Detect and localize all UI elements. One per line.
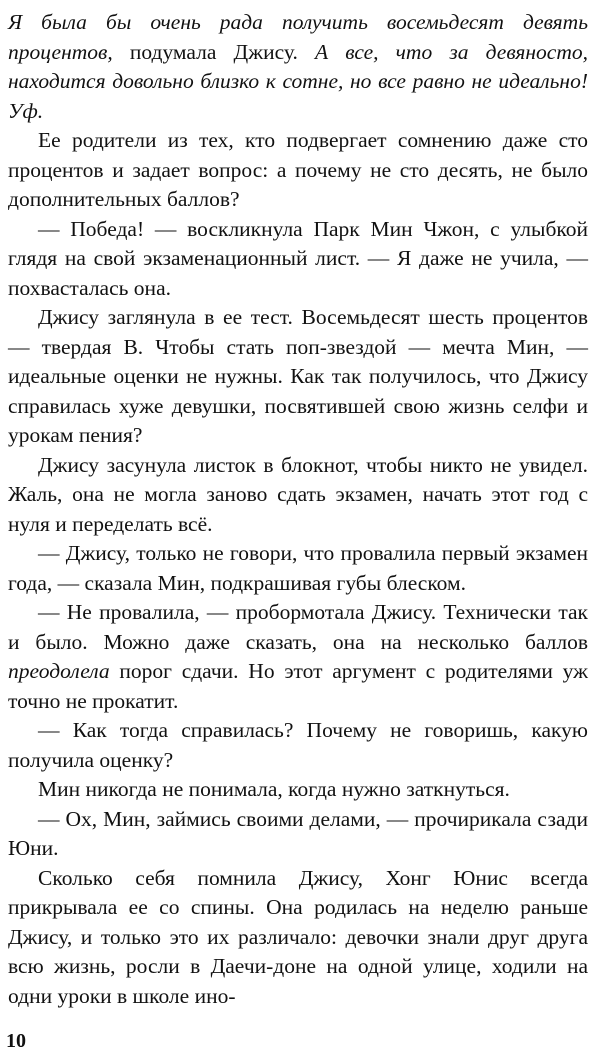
paragraph-part: — Не провалила, — пробормотала Джису. Технически так и было. Можно даже сказать, она на несколько баллов	[8, 600, 588, 654]
paragraph: — Джису, только не говори, что провалила первый экзамен года, — сказала Мин, подкрашивая губы блеском.	[8, 541, 588, 595]
page-text	[8, 8, 588, 1011]
paragraph: Сколько себя помнила Джису, Хонг Юнис всегда прикрывала ее со спины. Она родилась на неделю раньше Джису, и только это их различало: девочки знали друг друга всю жизнь, росли в Даечи-доне на одной улице, ходили на одни уроки в школе ино-	[8, 865, 588, 1008]
paragraph: Ее родители из тех, кто подвергает сомнению даже сто процентов и задает вопрос: а почему не сто десять, не было дополнительных баллов?	[8, 128, 588, 211]
paragraph-part: порог сдачи. Но этот аргумент с родителями уж точно не прокатит.	[8, 659, 588, 713]
paragraph: Мин никогда не понимала, когда нужно заткнуться.	[38, 777, 510, 801]
paragraph: — Победа! — воскликнула Парк Мин Чжон, с улыбкой глядя на свой экзаменационный лист. — Я даже не учила, — похвасталась она.	[8, 216, 588, 300]
page-number: 10	[6, 1030, 26, 1052]
paragraph: — Как тогда справилась? Почему не говоришь, какую получила оценку?	[8, 718, 588, 772]
paragraph-with-emphasis	[8, 598, 588, 716]
paragraph: Джису засунула листок в блокнот, чтобы никто не увидел. Жаль, она не могла заново сдать экзамен, начать этот год с нуля и переделать всё.	[8, 452, 588, 536]
narration-1: подумала Джису.	[112, 39, 315, 64]
italic-thought-2: А все, что за девяносто, находится довольно близко к сотне, но все равно не идеально! Уф.	[8, 39, 588, 123]
paragraph: Джису заглянула в ее тест. Восемьдесят шесть процентов — твердая B. Чтобы стать поп-звездой — мечта Мин, — идеальные оценки не нужны. Как так получилось, что Джису справилась хуже девушки, посвятившей свою жизнь селфи и урокам пения?	[8, 305, 588, 447]
emphasis-word: преодолела	[8, 659, 110, 683]
paragraph: — Ох, Мин, займись своими делами, — прочирикала сзади Юни.	[8, 806, 588, 860]
italic-thought-1: Я была бы очень рада получить восемьдесят девять процентов,	[8, 10, 588, 64]
paragraph-opening-thought	[8, 8, 588, 126]
